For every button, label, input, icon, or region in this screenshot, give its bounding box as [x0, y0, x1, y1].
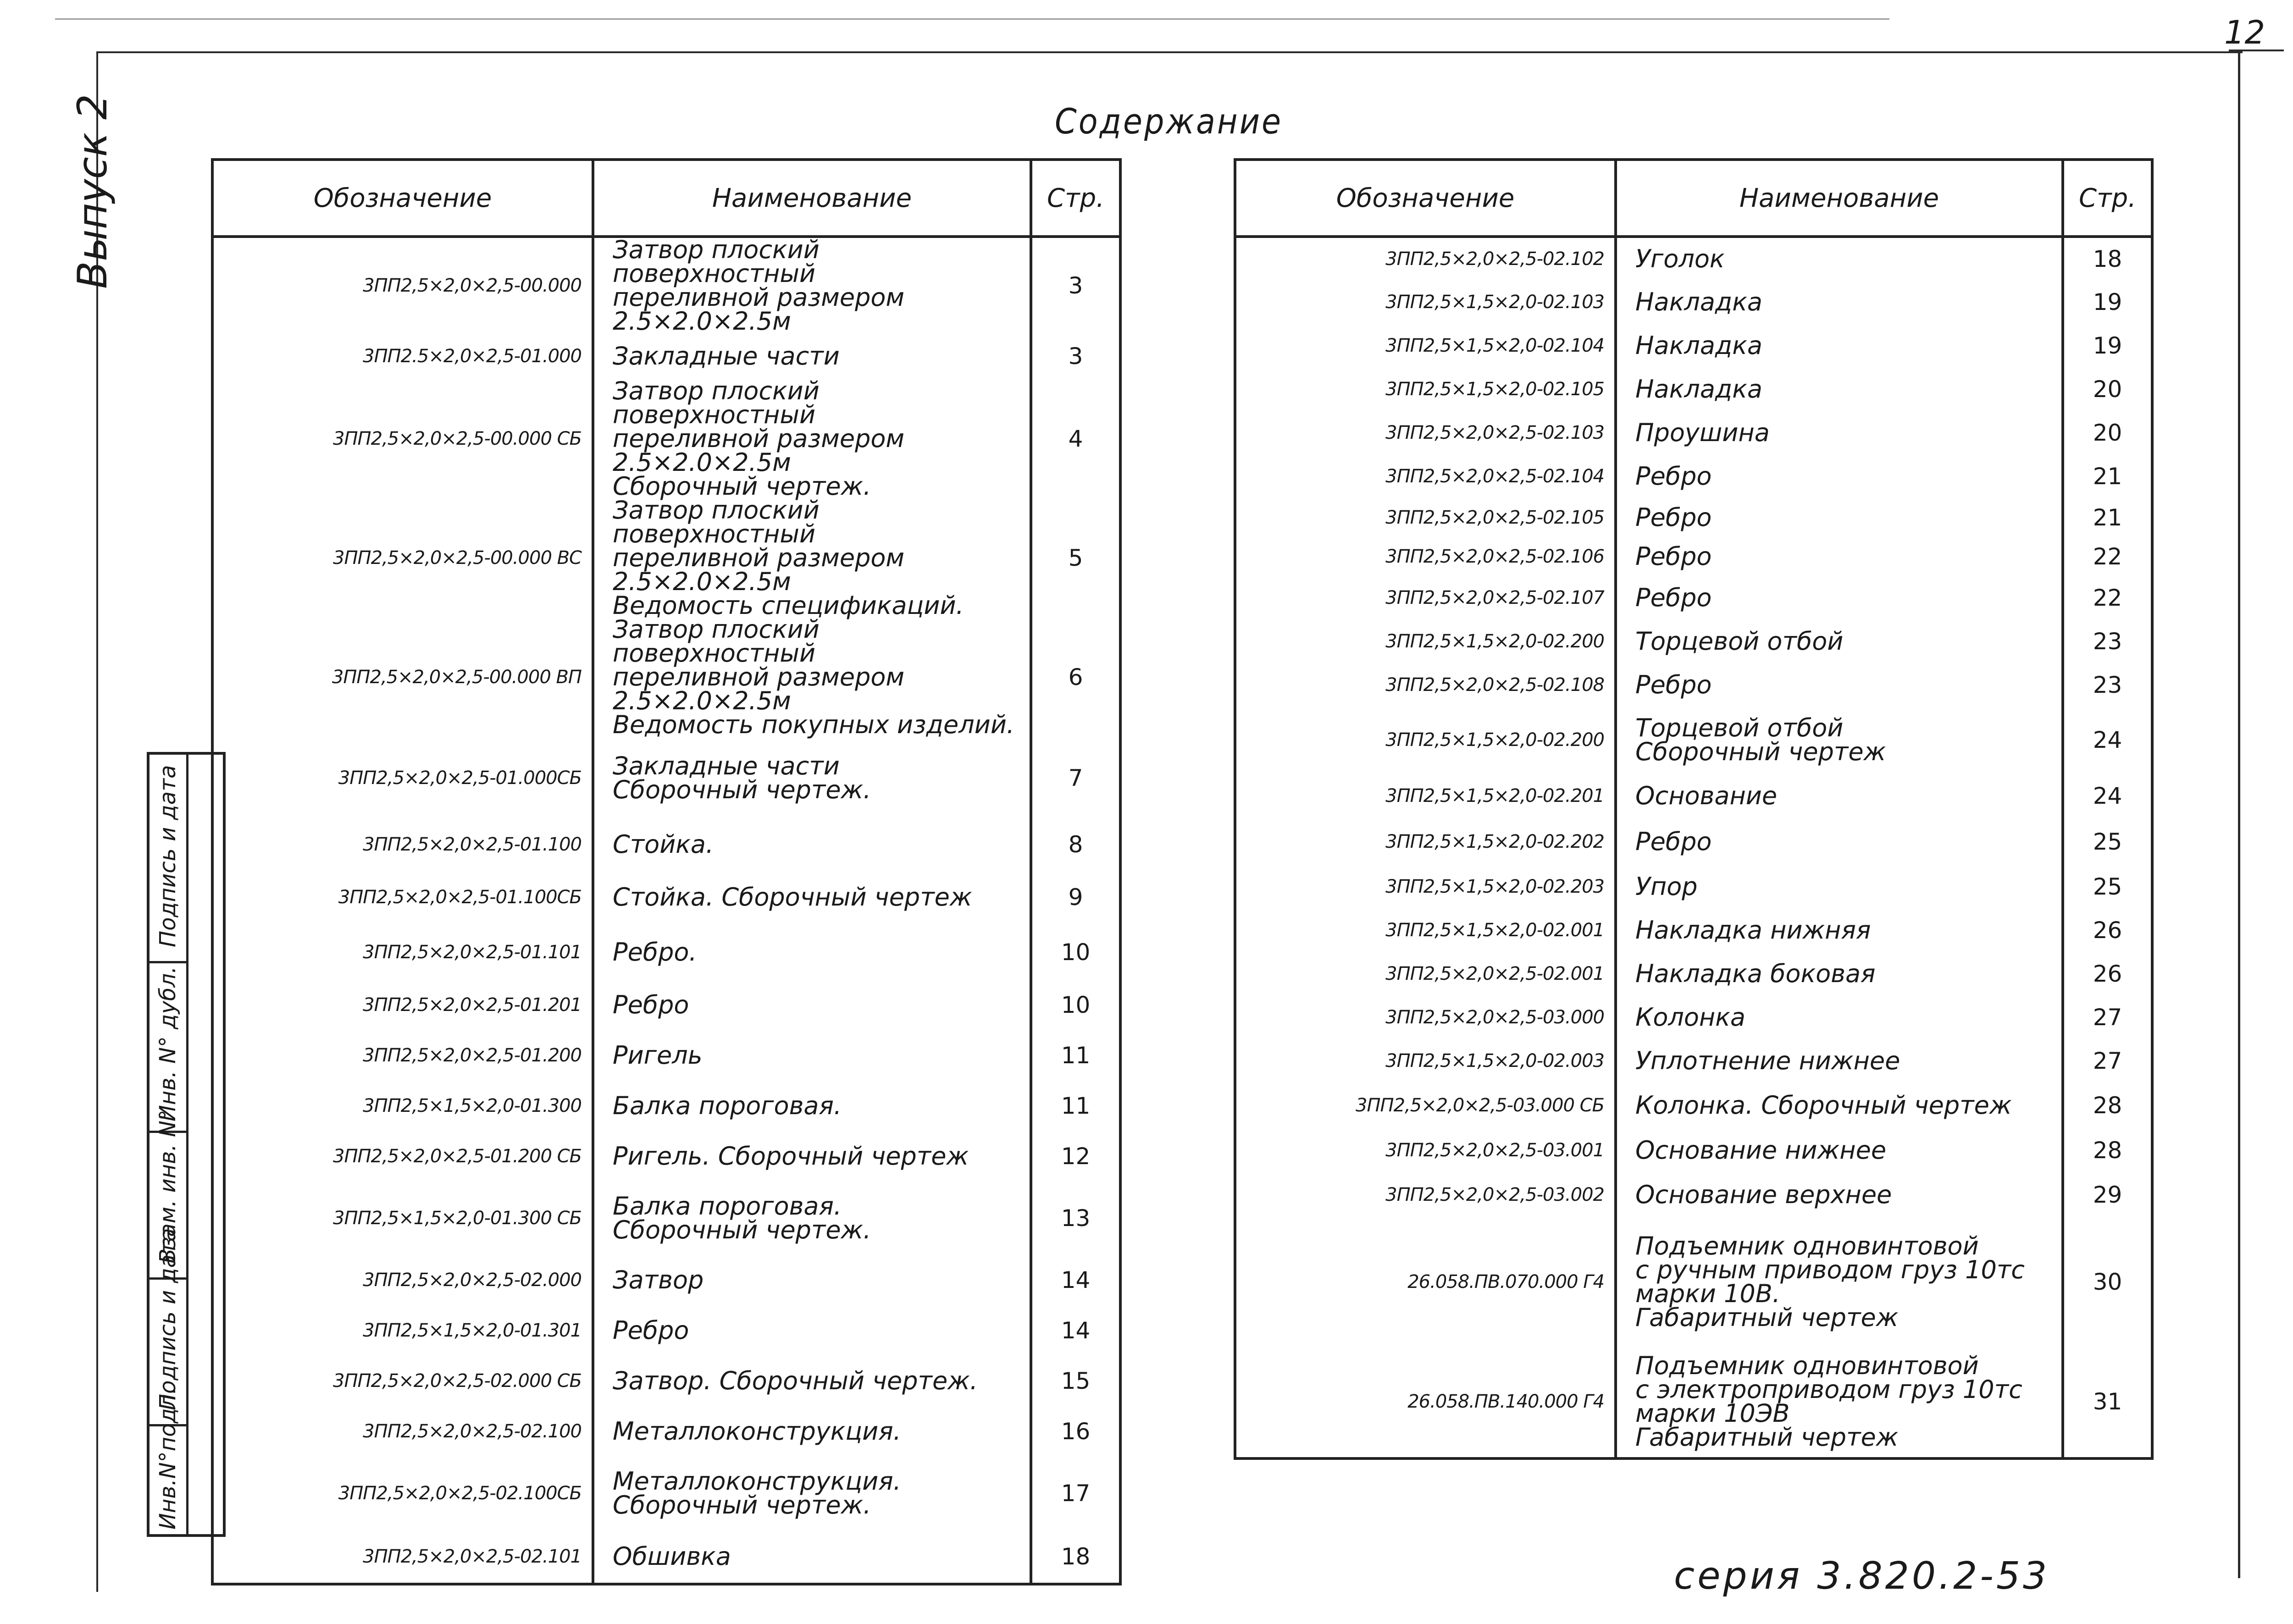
- page-cell: 3: [1031, 237, 1120, 333]
- column-header-designation: Обозначение: [1235, 160, 1616, 237]
- name-cell: Металлоконструкция.: [593, 1406, 1031, 1457]
- name-cell: Балка пороговая.: [593, 1081, 1031, 1131]
- frame-top-border: [96, 51, 2243, 53]
- toc-table-right: [1234, 158, 2154, 1460]
- page-cell: 10: [1031, 980, 1120, 1030]
- page-cell: 14: [1031, 1255, 1120, 1305]
- stamp-divider: [186, 755, 188, 1534]
- page-cell: 28: [2063, 1083, 2152, 1128]
- table-row: [212, 618, 1120, 737]
- name-cell: Основание: [1616, 773, 2063, 819]
- page-cell: 5: [1031, 498, 1120, 618]
- page-cell: 22: [2063, 537, 2152, 576]
- table-row: [1235, 1039, 2152, 1083]
- page-cell: 18: [2063, 237, 2152, 280]
- name-cell: Затвор: [593, 1255, 1031, 1305]
- designation-cell: 3ПП2,5×1,5×2,0-01.300: [363, 1095, 582, 1116]
- table-row: [212, 1255, 1120, 1305]
- name-cell: Торцевой отбой: [1616, 619, 2063, 663]
- designation-cell: 3ПП2,5×2,0×2,5-02.105: [1385, 507, 1604, 528]
- name-cell: Затвор плоский поверхностный переливной размером 2.5×2.0×2.5м Ведомость покупных изделий.: [593, 618, 1031, 737]
- page-cell: 7: [1031, 737, 1120, 819]
- table-row: [1235, 995, 2152, 1039]
- name-cell: Закладные части: [593, 333, 1031, 379]
- designation-cell: 3ПП2,5×2,0×2,5-02.000 СБ: [333, 1370, 582, 1392]
- page-cell: 13: [1031, 1182, 1120, 1255]
- name-cell: Уголок: [1616, 237, 2063, 280]
- designation-cell: 3ПП2,5×1,5×2,0-02.104: [1385, 335, 1604, 356]
- page-title: Содержание: [1055, 101, 1283, 142]
- name-cell: Ребро: [1616, 819, 2063, 865]
- designation-cell: 3ПП2,5×2,0×2,5-01.200: [363, 1045, 582, 1066]
- table-row: [212, 925, 1120, 980]
- name-cell: Ребро.: [593, 925, 1031, 980]
- designation-cell: 3ПП2,5×2,0×2,5-02.106: [1385, 546, 1604, 567]
- name-cell: Накладка: [1616, 367, 2063, 411]
- stamp-label-signature-date-top: Подпись и дата: [155, 765, 181, 947]
- designation-cell: 3ПП2,5×1,5×2,0-02.201: [1385, 785, 1604, 806]
- stamp-label-signature-date: Подпись и дата: [155, 1228, 181, 1410]
- designation-cell: 3ПП2,5×1,5×2,0-02.003: [1385, 1050, 1604, 1072]
- name-cell: Ребро: [1616, 454, 2063, 498]
- designation-cell: 3ПП2,5×2,0×2,5-02.100СБ: [338, 1483, 582, 1504]
- table-row: [1235, 663, 2152, 707]
- side-stamp: [147, 752, 226, 1537]
- name-cell: Затвор плоский поверхностный переливной размером 2.5×2.0×2.5м Ведомость спецификаций.: [593, 498, 1031, 618]
- name-cell: Ребро: [1616, 576, 2063, 619]
- designation-cell: 3ПП2,5×2,0×2,5-03.002: [1385, 1184, 1604, 1205]
- column-header-designation: Обозначение: [212, 160, 593, 237]
- name-cell: Уплотнение нижнее: [1616, 1039, 2063, 1083]
- table-row: [212, 737, 1120, 819]
- stamp-label-original-inventory: Инв.N°подл.: [155, 1387, 181, 1530]
- designation-cell: 3ПП2,5×1,5×2,0-02.200: [1385, 630, 1604, 652]
- designation-cell: 3ПП2,5×2,0×2,5-01.100СБ: [338, 887, 582, 908]
- designation-cell: 3ПП2,5×2,0×2,5-02.104: [1385, 465, 1604, 487]
- name-cell: Подъемник одновинтовой с ручным приводом груз 10тс марки 10В. Габаритный чертеж: [1616, 1218, 2063, 1346]
- name-cell: Обшивка: [593, 1530, 1031, 1584]
- designation-cell: 3ПП2,5×2,0×2,5-03.000 СБ: [1356, 1095, 1604, 1116]
- page-cell: 18: [1031, 1530, 1120, 1584]
- table-header-row: [212, 160, 1120, 237]
- table-row: [212, 498, 1120, 618]
- table-row: [212, 1457, 1120, 1530]
- name-cell: Ребро: [1616, 537, 2063, 576]
- designation-cell: 3ПП2,5×2,0×2,5-01.200 СБ: [333, 1146, 582, 1167]
- table-row: [1235, 819, 2152, 865]
- designation-cell: 3ПП2,5×2,0×2,5-02.000: [363, 1270, 582, 1291]
- page-cell: 27: [2063, 995, 2152, 1039]
- name-cell: Торцевой отбой Сборочный чертеж: [1616, 707, 2063, 773]
- name-cell: Колонка. Сборочный чертеж: [1616, 1083, 2063, 1128]
- column-header-page: Стр.: [1031, 160, 1120, 237]
- designation-cell: 3ПП2,5×2,0×2,5-02.107: [1385, 587, 1604, 608]
- table-row: [212, 1030, 1120, 1081]
- page-cell: 23: [2063, 619, 2152, 663]
- designation-cell: 3ПП2,5×2,0×2,5-00.000: [363, 275, 582, 296]
- issue-label: Выпуск 2: [69, 94, 116, 289]
- page-cell: 19: [2063, 324, 2152, 367]
- page-cell: 22: [2063, 576, 2152, 619]
- designation-cell: 3ПП2,5×2,0×2,5-02.101: [363, 1546, 582, 1567]
- column-header-name: Наименование: [593, 160, 1031, 237]
- table-row: [1235, 952, 2152, 995]
- table-row: [1235, 773, 2152, 819]
- page-cell: 27: [2063, 1039, 2152, 1083]
- name-cell: Накладка нижняя: [1616, 908, 2063, 952]
- table-row: [1235, 367, 2152, 411]
- name-cell: Ребро: [1616, 498, 2063, 537]
- frame-right-border: [2238, 51, 2240, 1578]
- column-header-name: Наименование: [1616, 160, 2063, 237]
- page-cell: 23: [2063, 663, 2152, 707]
- page-cell: 31: [2063, 1346, 2152, 1458]
- name-cell: Ребро: [593, 1305, 1031, 1356]
- designation-cell: 3ПП2,5×2,0×2,5-01.000СБ: [338, 768, 582, 789]
- table-row: [1235, 865, 2152, 908]
- name-cell: Металлоконструкция. Сборочный чертеж.: [593, 1457, 1031, 1530]
- stamp-label-duplicate-inventory: Инв. N° дубл.: [155, 966, 181, 1121]
- page-cell: 21: [2063, 454, 2152, 498]
- designation-cell: 3ПП2,5×2,0×2,5-00.000 СБ: [333, 428, 582, 449]
- page-cell: 25: [2063, 865, 2152, 908]
- page-cell: 25: [2063, 819, 2152, 865]
- page-cell: 29: [2063, 1172, 2152, 1218]
- table-row: [1235, 537, 2152, 576]
- page-cell: 16: [1031, 1406, 1120, 1457]
- designation-cell: 3ПП2,5×1,5×2,0-02.203: [1385, 876, 1604, 897]
- page-cell: 28: [2063, 1128, 2152, 1172]
- page-number-rule: [2229, 50, 2284, 51]
- designation-cell: 3ПП2,5×2,0×2,5-02.102: [1385, 249, 1604, 270]
- designation-cell: 3ПП2,5×2,0×2,5-03.001: [1385, 1139, 1604, 1161]
- designation-cell: 3ПП2,5×1,5×2,0-01.300 СБ: [333, 1208, 582, 1229]
- page-cell: 17: [1031, 1457, 1120, 1530]
- page-cell: 3: [1031, 333, 1120, 379]
- page-number: 12: [2224, 14, 2265, 51]
- page-cell: 26: [2063, 908, 2152, 952]
- toc-left-body: [212, 237, 1120, 1584]
- scan-edge-line: [55, 18, 1889, 20]
- name-cell: Основание верхнее: [1616, 1172, 2063, 1218]
- table-row: [1235, 1346, 2152, 1458]
- toc-right-body: [1235, 237, 2152, 1458]
- table-row: [212, 1182, 1120, 1255]
- table-row: [212, 1356, 1120, 1406]
- name-cell: Ребро: [1616, 663, 2063, 707]
- page-cell: 6: [1031, 618, 1120, 737]
- name-cell: Стойка. Сборочный чертеж: [593, 870, 1031, 925]
- name-cell: Ригель: [593, 1030, 1031, 1081]
- series-label: серия 3.820.2-53: [1674, 1554, 2050, 1598]
- table-row: [212, 1305, 1120, 1356]
- table-row: [212, 819, 1120, 870]
- designation-cell: 3ПП2,5×2,0×2,5-01.100: [363, 834, 582, 855]
- table-row: [212, 870, 1120, 925]
- table-row: [1235, 619, 2152, 663]
- table-row: [1235, 280, 2152, 324]
- name-cell: Балка пороговая. Сборочный чертеж.: [593, 1182, 1031, 1255]
- page-cell: 10: [1031, 925, 1120, 980]
- designation-cell: 3ПП2.5×2,0×2,5-01.000: [363, 346, 582, 367]
- name-cell: Накладка боковая: [1616, 952, 2063, 995]
- designation-cell: 3ПП2,5×2,0×2,5-03.000: [1385, 1006, 1604, 1028]
- name-cell: Ребро: [593, 980, 1031, 1030]
- name-cell: Накладка: [1616, 324, 2063, 367]
- name-cell: Подъемник одновинтовой с электроприводом груз 10тс марки 10ЭВ Габаритный чертеж: [1616, 1346, 2063, 1458]
- table-row: [1235, 324, 2152, 367]
- designation-cell: 3ПП2,5×2,0×2,5-02.001: [1385, 963, 1604, 984]
- page-cell: 11: [1031, 1081, 1120, 1131]
- designation-cell: 3ПП2,5×2,0×2,5-02.103: [1385, 422, 1604, 443]
- table-row: [212, 1081, 1120, 1131]
- name-cell: Колонка: [1616, 995, 2063, 1039]
- designation-cell: 3ПП2,5×1,5×2,0-02.200: [1385, 729, 1604, 751]
- page-cell: 24: [2063, 773, 2152, 819]
- name-cell: Основание нижнее: [1616, 1128, 2063, 1172]
- stamp-label-replacement-inventory: Взам. инв. N°: [155, 1110, 181, 1264]
- page-cell: 12: [1031, 1131, 1120, 1182]
- table-row: [1235, 1128, 2152, 1172]
- name-cell: Закладные части Сборочный чертеж.: [593, 737, 1031, 819]
- table-row: [1235, 576, 2152, 619]
- designation-cell: 26.058.ПВ.140.000 Г4: [1407, 1391, 1604, 1412]
- table-header-row: [1235, 160, 2152, 237]
- table-row: [1235, 498, 2152, 537]
- page-cell: 26: [2063, 952, 2152, 995]
- page-cell: 19: [2063, 280, 2152, 324]
- designation-cell: 3ПП2,5×2,0×2,5-01.201: [363, 994, 582, 1016]
- page-cell: 15: [1031, 1356, 1120, 1406]
- page-cell: 4: [1031, 379, 1120, 498]
- table-row: [212, 1530, 1120, 1584]
- designation-cell: 3ПП2,5×1,5×2,0-02.202: [1385, 831, 1604, 852]
- table-row: [1235, 237, 2152, 280]
- page-cell: 11: [1031, 1030, 1120, 1081]
- table-row: [1235, 1083, 2152, 1128]
- page-cell: 14: [1031, 1305, 1120, 1356]
- designation-cell: 3ПП2,5×2,0×2,5-00.000 ВП: [332, 667, 582, 688]
- table-row: [1235, 908, 2152, 952]
- table-row: [212, 379, 1120, 498]
- table-row: [1235, 411, 2152, 454]
- name-cell: Упор: [1616, 865, 2063, 908]
- table-row: [1235, 454, 2152, 498]
- designation-cell: 3ПП2,5×2,0×2,5-02.108: [1385, 674, 1604, 696]
- designation-cell: 3ПП2,5×2,0×2,5-00.000 ВС: [333, 547, 582, 569]
- page-cell: 30: [2063, 1218, 2152, 1346]
- name-cell: Проушина: [1616, 411, 2063, 454]
- page-cell: 9: [1031, 870, 1120, 925]
- name-cell: Накладка: [1616, 280, 2063, 324]
- page-cell: 20: [2063, 367, 2152, 411]
- designation-cell: 3ПП2,5×1,5×2,0-02.105: [1385, 378, 1604, 400]
- page-cell: 20: [2063, 411, 2152, 454]
- designation-cell: 26.058.ПВ.070.000 Г4: [1407, 1271, 1604, 1293]
- name-cell: Затвор. Сборочный чертеж.: [593, 1356, 1031, 1406]
- name-cell: Стойка.: [593, 819, 1031, 870]
- table-row: [212, 333, 1120, 379]
- table-row: [212, 1131, 1120, 1182]
- name-cell: Затвор плоский поверхностный переливной размером 2.5×2.0×2.5м: [593, 237, 1031, 333]
- table-row: [212, 1406, 1120, 1457]
- table-row: [1235, 1218, 2152, 1346]
- name-cell: Ригель. Сборочный чертеж: [593, 1131, 1031, 1182]
- designation-cell: 3ПП2,5×2,0×2,5-01.101: [363, 942, 582, 963]
- toc-table-left: [211, 158, 1122, 1585]
- name-cell: Затвор плоский поверхностный переливной размером 2.5×2.0×2.5м Сборочный чертеж.: [593, 379, 1031, 498]
- page-cell: 24: [2063, 707, 2152, 773]
- table-row: [1235, 707, 2152, 773]
- designation-cell: 3ПП2,5×1,5×2,0-01.301: [363, 1320, 582, 1341]
- column-header-page: Стр.: [2063, 160, 2152, 237]
- designation-cell: 3ПП2,5×2,0×2,5-02.100: [363, 1421, 582, 1442]
- page-cell: 8: [1031, 819, 1120, 870]
- table-row: [212, 980, 1120, 1030]
- table-row: [212, 237, 1120, 333]
- designation-cell: 3ПП2,5×1,5×2,0-02.103: [1385, 291, 1604, 313]
- table-row: [1235, 1172, 2152, 1218]
- page-cell: 21: [2063, 498, 2152, 537]
- designation-cell: 3ПП2,5×1,5×2,0-02.001: [1385, 919, 1604, 941]
